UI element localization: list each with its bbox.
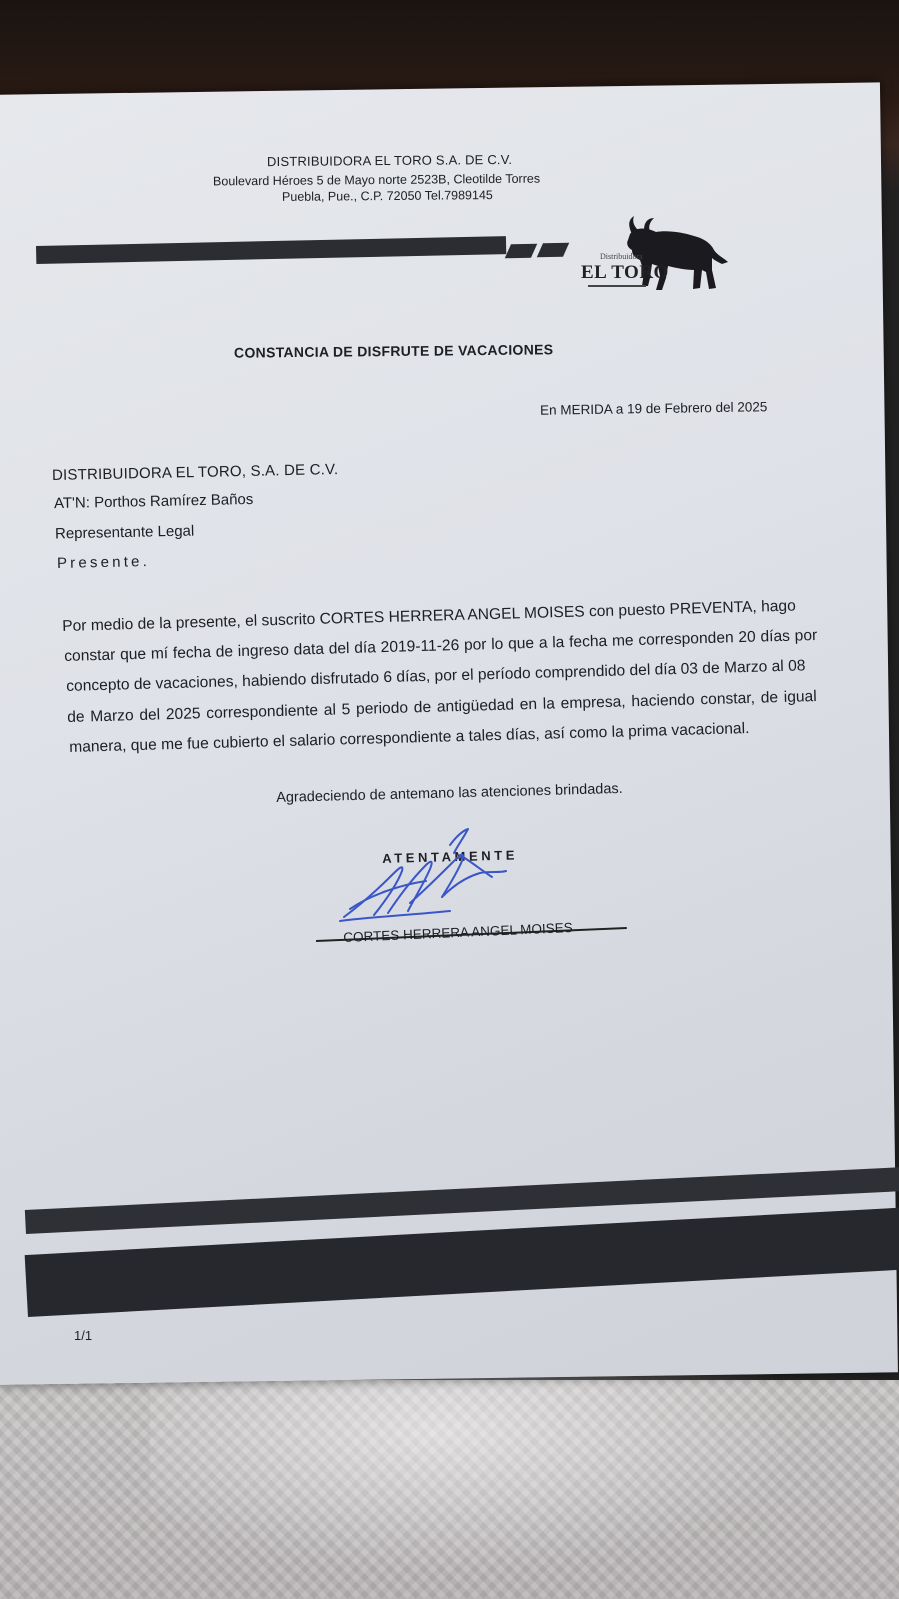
recipient-presente: Presente. (56, 553, 151, 572)
body-line: constar que mí fecha de ingreso data del día 2019-11-26 por lo que a la fecha me corresponden 20 días por (64, 626, 818, 665)
logo-small-text: Distribuidora (600, 252, 643, 261)
handwritten-signature (330, 825, 520, 930)
letterhead-address-line1: Boulevard Héroes 5 de Mayo norte 2523B, Cleotilde Torres (212, 171, 541, 189)
header-band-segment (537, 243, 569, 258)
sign-off: ATENTAMENTE (382, 847, 519, 866)
page-number: 1/1 (74, 1328, 93, 1343)
logo-name: EL TORO (581, 262, 669, 283)
body-line: concepto de vacaciones, habiendo disfrutado 6 días, por el período comprendido del día 03 de Marzo al 08 (66, 657, 806, 695)
body-line: manera, que me fue cubierto el salario correspondiente a tales días, así como la prima vacacional. (69, 720, 750, 756)
document-title: CONSTANCIA DE DISFRUTE DE VACACIONES (233, 341, 554, 361)
letterhead-address-line2: Puebla, Pue., C.P. 72050 Tel.7989145 (281, 188, 493, 204)
date-line: En MERIDA a 19 de Febrero del 2025 (539, 399, 768, 418)
body-line: Por medio de la presente, el suscrito CORTES HERRERA ANGEL MOISES con puesto PREVENTA, hago (62, 597, 796, 635)
recipient-company: DISTRIBUIDORA EL TORO, S.A. DE C.V. (51, 461, 339, 484)
header-band (36, 236, 506, 264)
letterhead-company: DISTRIBUIDORA EL TORO S.A. DE C.V. (266, 151, 513, 170)
company-logo (578, 212, 738, 294)
recipient-role: Representante Legal (54, 522, 195, 543)
signer-name: CORTES HERRERA ANGEL MOISES (343, 919, 573, 945)
logo-underline (588, 285, 646, 287)
closing-line: Agradeciendo de antemano las atenciones brindadas. (276, 780, 623, 806)
header-band-segment (505, 244, 537, 259)
recipient-attention: AT'N: Porthos Ramírez Baños (53, 490, 254, 513)
body-line: de Marzo del 2025 correspondiente al 5 periodo de antigüedad en la empresa, haciendo constar, de igual (67, 688, 817, 726)
